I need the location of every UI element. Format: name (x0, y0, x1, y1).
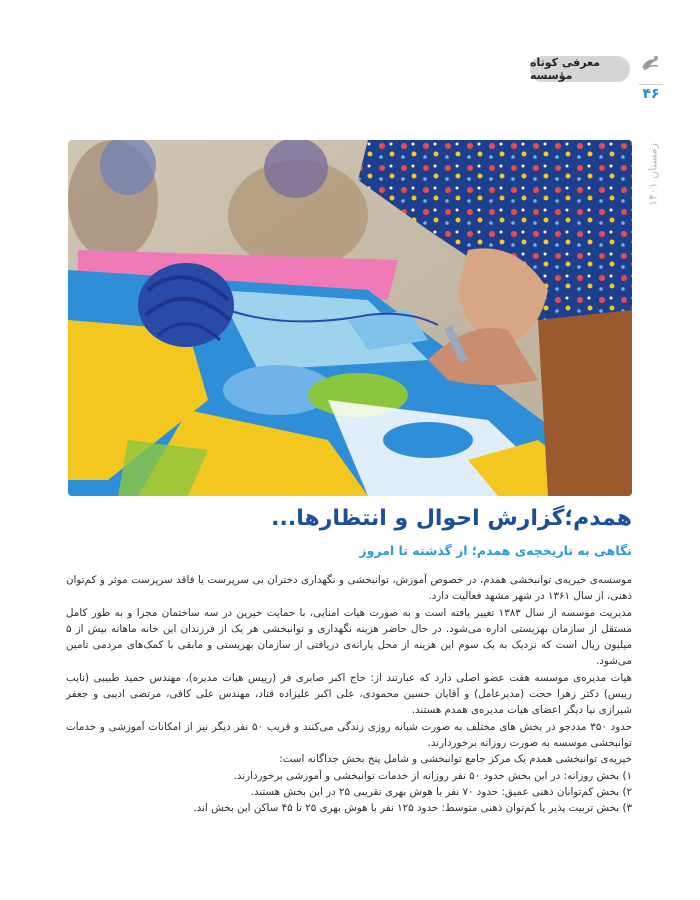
article-body (66, 572, 632, 816)
paragraph-sections-intro: خیریه‌ی توانبخشی همدم یک مرکز جامع توانبخشی و شامل پنج بخش جداگانه است: (279, 753, 632, 766)
article-photo (68, 140, 632, 496)
list-item: ۳) بخش تربیت پذیر یا کم‌توان ذهنی متوسط: حدود ۱۲۵ نفر با هوش بهری ۲۵ تا ۴۵ ساکن این بخش اند. (193, 802, 632, 815)
paragraph-intro: موسسه‌ی خیریه‌ی توانبخشی همدم، در خصوص آموزش، توانبخشی و نگهداری دختران بی سرپرست یا فاقد سرپرست موثر و کم‌توان ذهنی، از سال ۱۳۶۱ در شهر مشهد فعالیت دارد. (66, 574, 632, 603)
page-number: ۴۶ (642, 86, 660, 102)
article-subtitle: نگاهی به تاریخچه‌ی همدم؛ از گذشته تا امروز (359, 543, 632, 558)
article-title: همدم؛گزارش احوال و انتظارها... (271, 506, 632, 531)
list-item: ۲) بخش کم‌توانان ذهنی عمیق: حدود ۷۰ نفر با هوش بهری تقریبی ۲۵ در این بخش هستند. (250, 785, 632, 798)
magazine-logo-icon (638, 52, 662, 76)
paragraph-board: هیات مدیره‌ی موسسه هفت عضو اصلی دارد که عبارتند از: حاج اکبر صابری فر (رییس هیات مدیره)، مهندس حمید طبیبی (نایب رییس) دکتر زهرا حجت (مدیرعامل) و آقایان حسین محمودی، علی اکبر علیزاده قناد، مهندس علی کافی، مرتضی ادیبی و جعفر شیرازی نیا دیگر اعضای هیات مدیره‌ی همدم هستند. (66, 671, 632, 717)
issue-date: زمستان ۱۴۰۱ (646, 143, 660, 206)
embroidery-photo (68, 140, 632, 496)
paragraph-management: مدیریت موسسه از سال ۱۳۸۳ تغییر یافته است و به صورت هیات امنایی، با حمایت خیرین در سه ساختمان مجزا و به طور کامل مستقل از سازمان بهزیستی اداره می‌شود. در حال حاضر هزینه نگهداری و توانبخشی هر یک از فرزندان این خانه ماهانه بیش از ۵ میلیون ریال است که نزدیک به یک سوم این هزینه از محل یارانه‌ی دریافتی از سازمان بهزیستی و مابقی با کمک‌های مردمی تامین می‌شود. (66, 606, 632, 668)
section-label: معرفی کوتاه مؤسسه (530, 56, 630, 82)
page-number-divider (639, 84, 663, 85)
list-item: ۱) بخش روزانه: در این بخش حدود ۵۰ نفر روزانه از خدمات توانبخشی و آموزشی برخوردارند. (233, 769, 632, 782)
paragraph-residents: حدود ۳۵۰ مددجو در بخش های مختلف به صورت شبانه روزی زندگی می‌کنند و قریب ۵۰ نفر دیگر نیز از امکانات آموزشی و خدمات توانبخشی موسسه به صورت روزانه برخوردارند. (66, 720, 632, 749)
